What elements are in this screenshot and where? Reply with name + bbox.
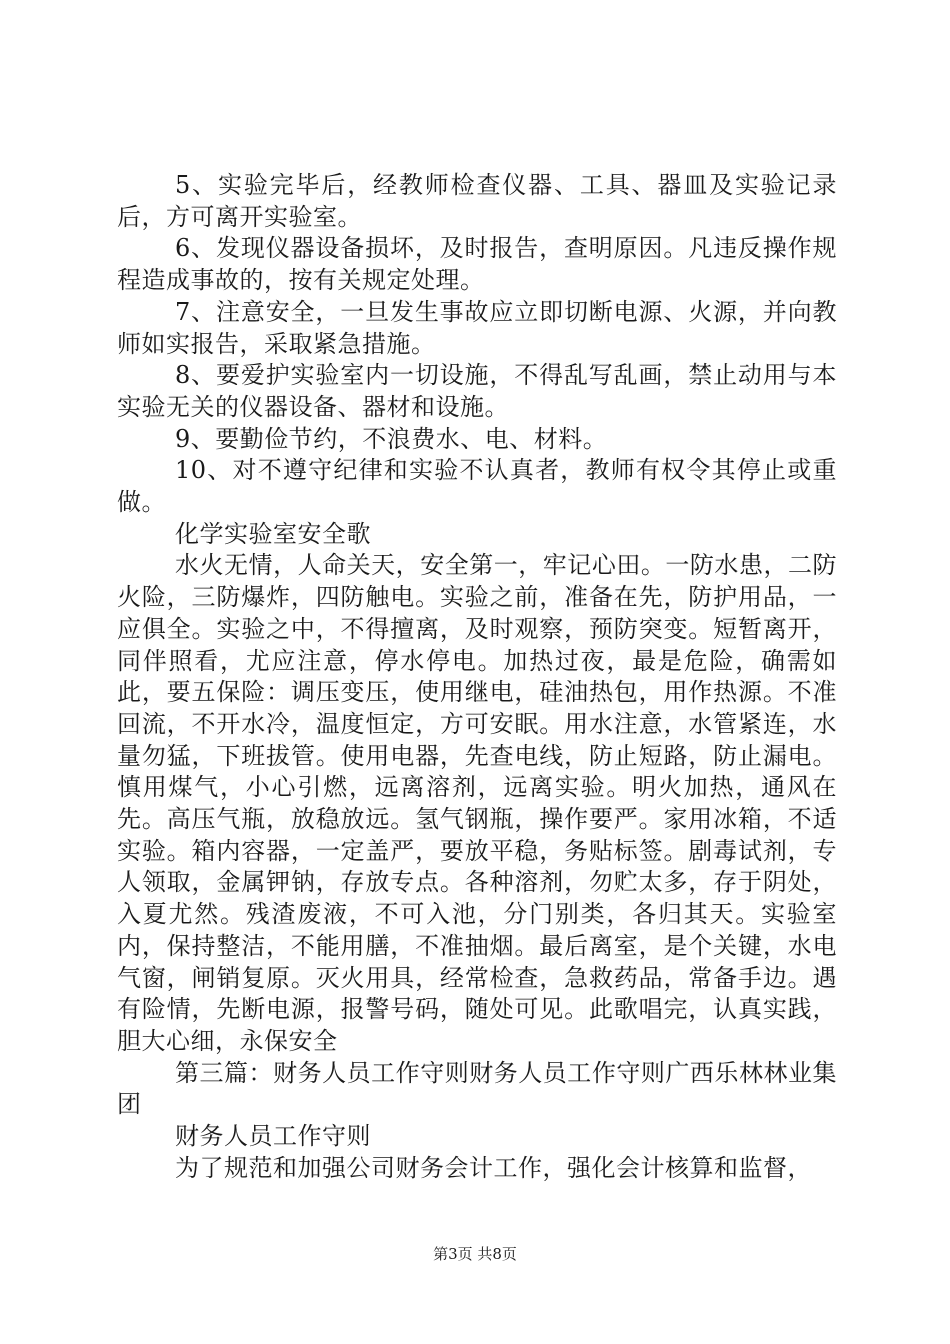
final-paragraph: 为了规范和加强公司财务会计工作，强化会计核算和监督， xyxy=(175,1153,812,1182)
song-title: 化学实验室安全歌 xyxy=(175,519,371,548)
rule-paragraph-5: 5、实验完毕后，经教师检查仪器、工具、器皿及实验记录后，方可离开实验室。 xyxy=(117,171,837,231)
rule-paragraph-8: 8、要爱护实验室内一切设施，不得乱写乱画，禁止动用与本实验无关的仪器设备、器材和设施。 xyxy=(117,361,837,421)
page-number-footer: 第3页 共8页 xyxy=(433,1245,517,1263)
subsection-title: 财务人员工作守则 xyxy=(175,1122,371,1151)
song-body: 水火无情，人命关天，安全第一，牢记心田。一防水患，二防火险，三防爆炸，四防触电。实验之前，准备在先，防护用品，一应俱全。实验之中，不得擅离，及时观察，预防突变。短暂离开，同伴照看，尤应注意，停水停电。加热过夜，最是危险，确需如此，要五保险：调压变压，使用继电，硅油热包，用作热源。不准回流，不开水冷，温度恒定，方可安眠。用水注意，水管紧连，水量勿猛，下班拔管。使用电器，先查电线，防止短路，防止漏电。慎用煤气，小心引燃，远离溶剂，远离实验。明火加热，通风在先。高压气瓶，放稳放远。氢气钢瓶，操作要严。家用冰箱，不适实验。箱内容器，一定盖严，要放平稳，务贴标签。剧毒试剂，专人领取，金属钾钠，存放专点。各种溶剂，勿贮太多，存于阴处，入夏尤然。残渣废液，不可入池，分门别类，各归其天。实验室内，保持整洁，不能用膳，不准抽烟。最后离室，是个关键，水电气窗，闸销复原。灭火用具，经常检查，急救药品，常备手边。遇有险情，先断电源，报警号码，随处可见。此歌唱完，认真实践，胆大心细，永保安全 xyxy=(117,551,837,1055)
document-body xyxy=(117,170,837,1185)
rule-paragraph-6: 6、发现仪器设备损坏，及时报告，查明原因。凡违反操作规程造成事故的，按有关规定处理。 xyxy=(117,234,837,295)
section-heading: 第三篇：财务人员工作守则财务人员工作守则广西乐林林业集团 xyxy=(117,1058,837,1119)
rule-paragraph-9: 9、要勤俭节约，不浪费水、电、材料。 xyxy=(175,424,608,453)
rule-paragraph-7: 7、注意安全，一旦发生事故应立即切断电源、火源，并向教师如实报告，采取紧急措施。 xyxy=(117,297,837,358)
rule-paragraph-10: 10、对不遵守纪律和实验不认真者，教师有权令其停止或重做。 xyxy=(117,456,837,517)
